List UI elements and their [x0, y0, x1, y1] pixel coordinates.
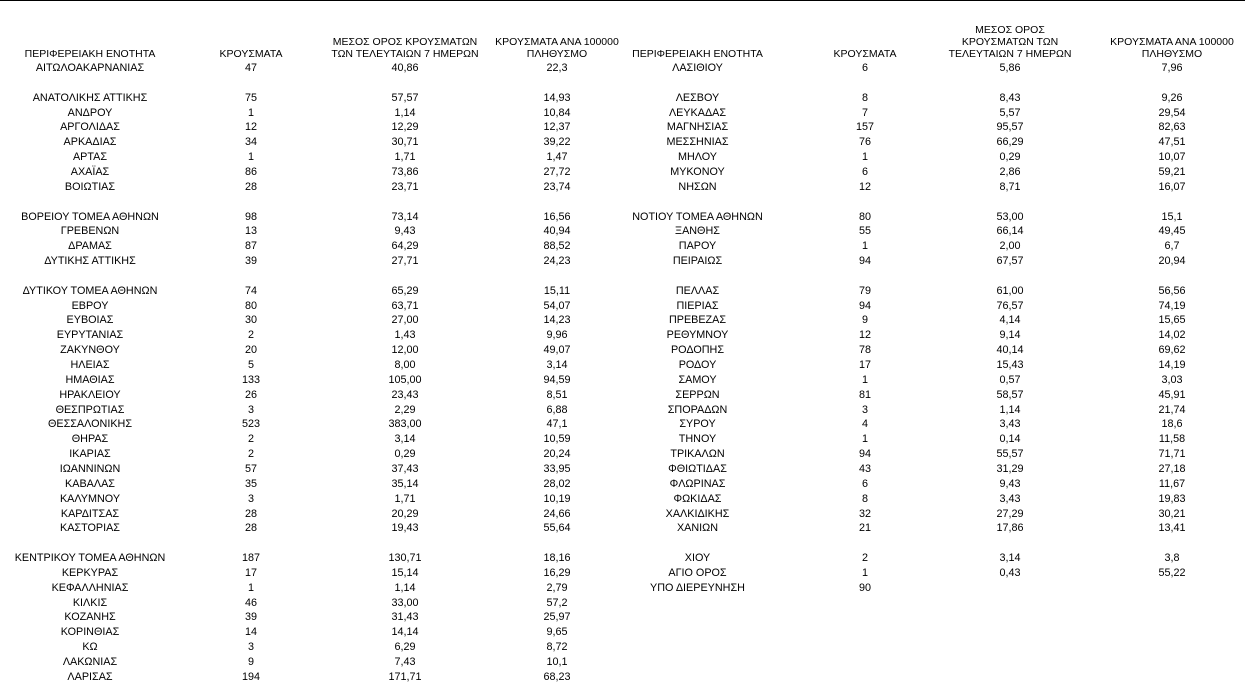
cell-avg7: 4,14 [999, 314, 1021, 327]
cell-region: ΚΕΡΚΥΡΑΣ [61, 566, 119, 579]
cell-per100k: 49,07 [543, 344, 571, 357]
cell-cases: 21 [858, 522, 871, 535]
cell-avg7: 55,57 [996, 448, 1024, 461]
cell-avg7: 61,00 [996, 284, 1024, 297]
cell-per100k: 39,22 [543, 136, 571, 149]
cell-cases: 35 [244, 477, 257, 490]
cell-region: ΕΥΒΟΙΑΣ [66, 314, 114, 327]
cell-per100k: 11,58 [1158, 433, 1186, 446]
cell-cases: 28 [244, 507, 257, 520]
cell-avg7: 1,14 [394, 581, 416, 594]
cell-avg7: 0,43 [999, 566, 1021, 579]
cell-avg7: 2,00 [999, 240, 1021, 253]
cell-cases: 12 [858, 329, 871, 342]
cell-cases: 1 [861, 151, 868, 164]
cell-per100k: 27,72 [543, 165, 571, 178]
cell-cases: 187 [241, 552, 260, 565]
cell-cases: 1 [247, 581, 254, 594]
cell-per100k: 45,91 [1158, 388, 1186, 401]
cell-per100k: 6,88 [546, 403, 568, 416]
cell-avg7: 1,43 [394, 329, 416, 342]
cell-avg7: 5,86 [999, 62, 1021, 74]
cell-avg7: 0,29 [999, 151, 1021, 164]
cell-region: ΗΛΕΙΑΣ [70, 359, 110, 371]
cell-avg7: 40,86 [391, 62, 419, 74]
header-cases: ΚΡΟΥΣΜΑΤΑ [833, 48, 897, 60]
cell-avg7: 23,71 [391, 180, 419, 193]
cell-per100k: 88,52 [543, 240, 571, 253]
cell-avg7: 20,29 [391, 507, 419, 520]
cell-avg7: 33,00 [391, 596, 419, 609]
cell-per100k: 69,62 [1158, 344, 1186, 357]
cell-per100k: 20,24 [543, 448, 571, 461]
cell-cases: 1 [247, 106, 254, 119]
cell-avg7: 0,14 [999, 433, 1021, 446]
cell-region: ΦΛΩΡΙΝΑΣ [669, 477, 726, 490]
cell-region: ΠΡΕΒΕΖΑΣ [668, 314, 727, 327]
cell-cases: 6 [861, 62, 868, 74]
cell-per100k: 49,45 [1158, 225, 1186, 238]
cell-region: ΔΥΤΙΚΟΥ ΤΟΜΕΑ ΑΘΗΝΩΝ [22, 284, 158, 297]
cell-cases: 6 [861, 165, 868, 178]
cell-region: ΤΡΙΚΑΛΩΝ [670, 448, 725, 461]
cell-avg7: 27,29 [996, 507, 1024, 520]
cell-per100k: 82,63 [1158, 121, 1186, 134]
cell-per100k: 30,21 [1158, 507, 1186, 520]
cell-region: ΣΥΡΟΥ [679, 418, 716, 431]
cell-per100k: 16,56 [543, 210, 571, 223]
cell-per100k: 1,47 [546, 151, 568, 164]
cell-avg7: 37,43 [391, 462, 419, 475]
cell-per100k: 23,74 [543, 180, 571, 193]
cell-region: ΑΙΤΩΛΟΑΚΑΡΝΑΝΙΑΣ [35, 62, 145, 74]
cell-per100k: 15,1 [1161, 210, 1183, 223]
cell-region: ΗΜΑΘΙΑΣ [65, 373, 115, 386]
cell-region: ΧΑΝΙΩΝ [676, 522, 719, 535]
cell-cases: 30 [244, 314, 257, 327]
cell-cases: 86 [244, 165, 257, 178]
cell-per100k: 24,23 [543, 255, 571, 268]
cell-avg7: 63,71 [391, 299, 419, 312]
cell-region: ΘΗΡΑΣ [71, 433, 109, 446]
cell-region: ΣΕΡΡΩΝ [675, 388, 720, 401]
header-region: ΠΕΡΙΦΕΡΕΙΑΚΗ ΕΝΟΤΗΤΑ [24, 48, 156, 60]
cell-region: ΓΡΕΒΕΝΩΝ [60, 225, 120, 238]
cell-region: ΜΗΛΟΥ [677, 151, 718, 164]
cell-region: ΑΡΚΑΔΙΑΣ [63, 136, 117, 149]
cell-cases: 28 [244, 522, 257, 535]
cell-per100k: 18,6 [1161, 418, 1183, 431]
cell-per100k: 59,21 [1158, 165, 1186, 178]
cell-avg7: 31,29 [996, 462, 1024, 475]
cell-per100k: 10,1 [546, 656, 568, 668]
cell-cases: 1 [861, 433, 868, 446]
cell-cases: 7 [861, 106, 868, 119]
cell-avg7: 9,43 [999, 477, 1021, 490]
cell-avg7: 27,71 [391, 255, 419, 268]
cell-avg7: 1,14 [999, 403, 1021, 416]
cell-cases: 3 [247, 641, 254, 654]
cell-per100k: 9,26 [1161, 91, 1183, 104]
cell-region: ΡΕΘΥΜΝΟΥ [666, 329, 729, 342]
cell-region: ΜΕΣΣΗΝΙΑΣ [666, 136, 729, 149]
cell-cases: 523 [241, 418, 260, 431]
cell-region: ΚΕΝΤΡΙΚΟΥ ΤΟΜΕΑ ΑΘΗΝΩΝ [14, 552, 166, 565]
cell-cases: 39 [244, 255, 257, 268]
cell-per100k: 74,19 [1158, 299, 1186, 312]
cell-avg7: 2,29 [394, 403, 416, 416]
cell-avg7: 1,71 [394, 151, 416, 164]
cell-per100k: 24,66 [543, 507, 571, 520]
cell-region: ΠΕΙΡΑΙΩΣ [672, 255, 723, 268]
cell-cases: 20 [244, 344, 257, 357]
cell-region: ΚΕΦΑΛΛΗΝΙΑΣ [51, 581, 129, 594]
cell-region: ΛΕΥΚΑΔΑΣ [668, 106, 727, 119]
cell-cases: 2 [247, 448, 254, 461]
cell-region: ΦΘΙΩΤΙΔΑΣ [668, 462, 727, 475]
cell-cases: 2 [861, 552, 868, 565]
cell-avg7: 171,71 [388, 670, 422, 683]
cell-region: ΞΑΝΘΗΣ [675, 225, 720, 238]
cell-cases: 9 [247, 656, 254, 668]
cell-per100k: 94,59 [543, 373, 571, 386]
cell-avg7: 15,14 [391, 566, 419, 579]
cell-cases: 28 [244, 180, 257, 193]
cell-cases: 47 [244, 62, 257, 74]
cell-avg7: 2,86 [999, 165, 1021, 178]
cell-avg7: 30,71 [391, 136, 419, 149]
cell-avg7: 15,43 [996, 359, 1024, 371]
cell-region: ΚΑΡΔΙΤΣΑΣ [60, 507, 120, 520]
cell-cases: 1 [861, 240, 868, 253]
cell-region: ΛΑΣΙΘΙΟΥ [672, 62, 723, 74]
cell-cases: 43 [858, 462, 871, 475]
cell-cases: 6 [861, 477, 868, 490]
cell-per100k: 18,16 [543, 552, 571, 565]
cell-region: ΥΠΟ ΔΙΕΡΕΥΝΗΣΗ [650, 581, 745, 594]
cell-cases: 13 [244, 225, 257, 238]
cell-avg7: 5,57 [999, 106, 1021, 119]
cell-region: ΑΡΓΟΛΙΔΑΣ [60, 121, 120, 134]
cell-avg7: 31,43 [391, 611, 419, 624]
cell-per100k: 57,2 [546, 596, 568, 609]
cell-per100k: 11,67 [1158, 477, 1186, 490]
cell-cases: 12 [244, 121, 257, 134]
cell-region: ΜΥΚΟΝΟΥ [670, 165, 725, 178]
cell-avg7: 12,29 [391, 121, 419, 134]
cell-cases: 26 [244, 388, 257, 401]
cell-cases: 57 [244, 462, 257, 475]
cell-region: ΕΒΡΟΥ [71, 299, 109, 312]
cell-avg7: 17,86 [996, 522, 1024, 535]
cell-per100k: 3,14 [546, 359, 568, 371]
cell-per100k: 3,8 [1164, 552, 1180, 565]
cell-avg7: 130,71 [388, 552, 422, 565]
cell-avg7: 57,57 [391, 91, 419, 104]
cell-per100k: 9,65 [546, 626, 568, 639]
cell-per100k: 14,23 [543, 314, 571, 327]
cell-per100k: 6,7 [1164, 240, 1180, 253]
cell-region: ΣΠΟΡΑΔΩΝ [667, 403, 728, 416]
cell-per100k: 19,83 [1158, 492, 1186, 505]
header-per100k: ΚΡΟΥΣΜΑΤΑ ΑΝΑ 100000 ΠΛΗΘΥΣΜΟ [1110, 36, 1234, 60]
cell-avg7: 3,43 [999, 418, 1021, 431]
cell-region: ΡΟΔΟΠΗΣ [670, 344, 725, 357]
cell-per100k: 47,1 [546, 418, 568, 431]
cell-cases: 2 [247, 329, 254, 342]
cell-per100k: 27,18 [1158, 462, 1186, 475]
cell-region: ΝΗΣΩΝ [678, 180, 717, 193]
cell-cases: 133 [241, 373, 260, 386]
cell-avg7: 40,14 [996, 344, 1024, 357]
cell-region: ΘΕΣΣΑΛΟΝΙΚΗΣ [47, 418, 132, 431]
cell-per100k: 8,72 [546, 641, 568, 654]
cell-per100k: 14,93 [543, 91, 571, 104]
cell-cases: 32 [858, 507, 871, 520]
cell-avg7: 19,43 [391, 522, 419, 535]
cell-avg7: 66,29 [996, 136, 1024, 149]
cell-per100k: 47,51 [1158, 136, 1186, 149]
cell-region: ΡΟΔΟΥ [678, 359, 717, 371]
cell-per100k: 55,22 [1158, 566, 1186, 579]
cell-region: ΑΓΙΟ ΟΡΟΣ [668, 566, 727, 579]
cell-region: ΑΝΑΤΟΛΙΚΗΣ ΑΤΤΙΚΗΣ [32, 91, 148, 104]
cell-region: ΔΥΤΙΚΗΣ ΑΤΤΙΚΗΣ [44, 255, 136, 268]
cell-cases: 1 [247, 151, 254, 164]
cell-cases: 5 [247, 359, 254, 371]
cell-per100k: 33,95 [543, 462, 571, 475]
cell-per100k: 40,94 [543, 225, 571, 238]
cell-per100k: 14,19 [1158, 359, 1186, 371]
cell-cases: 80 [244, 299, 257, 312]
cell-avg7: 3,43 [999, 492, 1021, 505]
cell-region: ΤΗΝΟΥ [678, 433, 717, 446]
cell-cases: 98 [244, 210, 257, 223]
cell-cases: 3 [861, 403, 868, 416]
cell-cases: 79 [858, 284, 871, 297]
cell-avg7: 3,14 [394, 433, 416, 446]
cell-cases: 46 [244, 596, 257, 609]
cell-region: ΠΑΡΟΥ [678, 240, 717, 253]
cell-region: ΙΩΑΝΝΙΝΩΝ [59, 462, 121, 475]
cell-per100k: 15,65 [1158, 314, 1186, 327]
cell-avg7: 27,00 [391, 314, 419, 327]
cell-region: ΚΟΖΑΝΗΣ [64, 611, 116, 624]
cell-avg7: 9,43 [394, 225, 416, 238]
cell-cases: 74 [244, 284, 257, 297]
cell-per100k: 55,64 [543, 522, 571, 535]
cell-region: ΚΟΡΙΝΘΙΑΣ [60, 626, 120, 639]
cell-avg7: 1,71 [394, 492, 416, 505]
cell-cases: 1 [861, 566, 868, 579]
cell-cases: 94 [858, 299, 871, 312]
cell-cases: 194 [241, 670, 260, 683]
cell-region: ΧΙΟΥ [684, 552, 711, 565]
cell-region: ΝΟΤΙΟΥ ΤΟΜΕΑ ΑΘΗΝΩΝ [632, 210, 763, 223]
cell-cases: 76 [858, 136, 871, 149]
cell-per100k: 71,71 [1158, 448, 1186, 461]
cell-avg7: 14,14 [391, 626, 419, 639]
cell-region: ΠΙΕΡΙΑΣ [676, 299, 719, 312]
cell-region: ΛΑΚΩΝΙΑΣ [62, 656, 118, 668]
cell-avg7: 35,14 [391, 477, 419, 490]
cell-region: ΛΕΣΒΟΥ [675, 91, 720, 104]
cell-avg7: 0,29 [394, 448, 416, 461]
cell-per100k: 16,29 [543, 566, 571, 579]
cell-region: ΔΡΑΜΑΣ [68, 240, 112, 253]
cell-avg7: 8,00 [394, 359, 416, 371]
cell-avg7: 53,00 [996, 210, 1024, 223]
top-border-line [0, 0, 1245, 1]
cell-region: ΚΩ [82, 641, 98, 654]
cell-per100k: 14,02 [1158, 329, 1186, 342]
cell-avg7: 1,14 [394, 106, 416, 119]
cell-region: ΚΑΛΥΜΝΟΥ [59, 492, 121, 505]
cell-cases: 17 [244, 566, 257, 579]
cell-region: ΑΧΑΪΑΣ [70, 165, 110, 178]
cell-region: ΘΕΣΠΡΩΤΙΑΣ [55, 403, 125, 416]
cell-avg7: 67,57 [996, 255, 1024, 268]
cell-region: ΧΑΛΚΙΔΙΚΗΣ [665, 507, 730, 520]
cell-region: ΛΑΡΙΣΑΣ [67, 670, 113, 683]
cell-region: ΗΡΑΚΛΕΙΟΥ [59, 388, 121, 401]
cell-avg7: 105,00 [388, 373, 422, 386]
cell-region: ΠΕΛΛΑΣ [675, 284, 720, 297]
cell-avg7: 7,43 [394, 656, 416, 668]
cell-avg7: 12,00 [391, 344, 419, 357]
cell-cases: 80 [858, 210, 871, 223]
cell-per100k: 12,37 [543, 121, 571, 134]
cell-avg7: 6,29 [394, 641, 416, 654]
cell-per100k: 28,02 [543, 477, 571, 490]
cell-per100k: 25,97 [543, 611, 571, 624]
cell-per100k: 54,07 [543, 299, 571, 312]
cell-cases: 3 [247, 492, 254, 505]
cell-region: ΚΙΛΚΙΣ [72, 596, 108, 609]
cell-cases: 2 [247, 433, 254, 446]
header-cases: ΚΡΟΥΣΜΑΤΑ [219, 48, 283, 60]
cell-region: ΙΚΑΡΙΑΣ [69, 448, 111, 461]
cell-per100k: 13,41 [1158, 522, 1186, 535]
header-avg7: ΜΕΣΟΣ ΟΡΟΣ ΚΡΟΥΣΜΑΤΩΝ ΤΩΝ ΤΕΛΕΥΤΑΙΩΝ 7 ΗΜΕΡΩΝ [331, 36, 479, 60]
cell-avg7: 73,86 [391, 165, 419, 178]
cell-cases: 3 [247, 403, 254, 416]
header-avg7: ΜΕΣΟΣ ΟΡΟΣ ΚΡΟΥΣΜΑΤΩΝ ΤΩΝ ΤΕΛΕΥΤΑΙΩΝ 7 ΗΜΕΡΩΝ [948, 24, 1072, 60]
cell-per100k: 29,54 [1158, 106, 1186, 119]
cell-region: ΒΟΡΕΙΟΥ ΤΟΜΕΑ ΑΘΗΝΩΝ [21, 210, 159, 223]
cell-per100k: 16,07 [1158, 180, 1186, 193]
cell-cases: 78 [858, 344, 871, 357]
cell-per100k: 9,96 [546, 329, 568, 342]
cell-per100k: 21,74 [1158, 403, 1186, 416]
cell-per100k: 20,94 [1158, 255, 1186, 268]
cell-region: ΚΑΣΤΟΡΙΑΣ [60, 522, 120, 535]
header-region: ΠΕΡΙΦΕΡΕΙΑΚΗ ΕΝΟΤΗΤΑ [632, 48, 763, 60]
cell-cases: 4 [861, 418, 868, 431]
header-per100k: ΚΡΟΥΣΜΑΤΑ ΑΝΑ 100000 ΠΛΗΘΥΣΜΟ [495, 36, 619, 60]
cell-region: ΜΑΓΝΗΣΙΑΣ [666, 121, 729, 134]
cell-per100k: 7,96 [1161, 62, 1183, 74]
cell-region: ΣΑΜΟΥ [678, 373, 717, 386]
cell-cases: 55 [858, 225, 871, 238]
cell-cases: 12 [858, 180, 871, 193]
cell-cases: 34 [244, 136, 257, 149]
cell-avg7: 383,00 [388, 418, 422, 431]
cell-per100k: 10,07 [1158, 151, 1186, 164]
cell-region: ΕΥΡΥΤΑΝΙΑΣ [56, 329, 124, 342]
cell-region: ΑΝΔΡΟΥ [67, 106, 113, 119]
cell-avg7: 65,29 [391, 284, 419, 297]
cell-region: ΑΡΤΑΣ [72, 151, 108, 164]
cell-cases: 94 [858, 255, 871, 268]
cell-avg7: 76,57 [996, 299, 1024, 312]
cell-avg7: 64,29 [391, 240, 419, 253]
cell-avg7: 9,14 [999, 329, 1021, 342]
cell-cases: 8 [861, 492, 868, 505]
cell-region: ΚΑΒΑΛΑΣ [65, 477, 115, 490]
cell-per100k: 10,19 [543, 492, 571, 505]
cell-cases: 14 [244, 626, 257, 639]
cell-cases: 157 [855, 121, 874, 134]
cell-region: ΦΩΚΙΔΑΣ [673, 492, 722, 505]
cell-region: ΖΑΚΥΝΘΟΥ [60, 344, 120, 357]
cell-cases: 39 [244, 611, 257, 624]
cell-avg7: 0,57 [999, 373, 1021, 386]
cell-cases: 75 [244, 91, 257, 104]
cell-avg7: 3,14 [999, 552, 1021, 565]
cell-per100k: 22,3 [546, 62, 568, 74]
cell-cases: 1 [861, 373, 868, 386]
cell-avg7: 66,14 [996, 225, 1024, 238]
cell-region: ΒΟΙΩΤΙΑΣ [64, 180, 116, 193]
cell-avg7: 23,43 [391, 388, 419, 401]
cell-per100k: 68,23 [543, 670, 571, 683]
cell-per100k: 8,51 [546, 388, 568, 401]
cell-avg7: 8,43 [999, 91, 1021, 104]
cell-avg7: 95,57 [996, 121, 1024, 134]
cell-cases: 90 [858, 581, 871, 594]
cell-avg7: 58,57 [996, 388, 1024, 401]
cell-per100k: 15,11 [543, 284, 571, 297]
cell-cases: 81 [858, 388, 871, 401]
cell-avg7: 73,14 [391, 210, 419, 223]
cell-cases: 17 [858, 359, 871, 371]
cell-cases: 8 [861, 91, 868, 104]
cell-per100k: 56,56 [1158, 284, 1186, 297]
cell-per100k: 2,79 [546, 581, 568, 594]
cell-per100k: 3,03 [1161, 373, 1183, 386]
cell-cases: 9 [861, 314, 868, 327]
cell-cases: 94 [858, 448, 871, 461]
cell-avg7: 8,71 [999, 180, 1021, 193]
cell-per100k: 10,84 [543, 106, 571, 119]
cell-cases: 87 [244, 240, 257, 253]
cell-per100k: 10,59 [543, 433, 571, 446]
